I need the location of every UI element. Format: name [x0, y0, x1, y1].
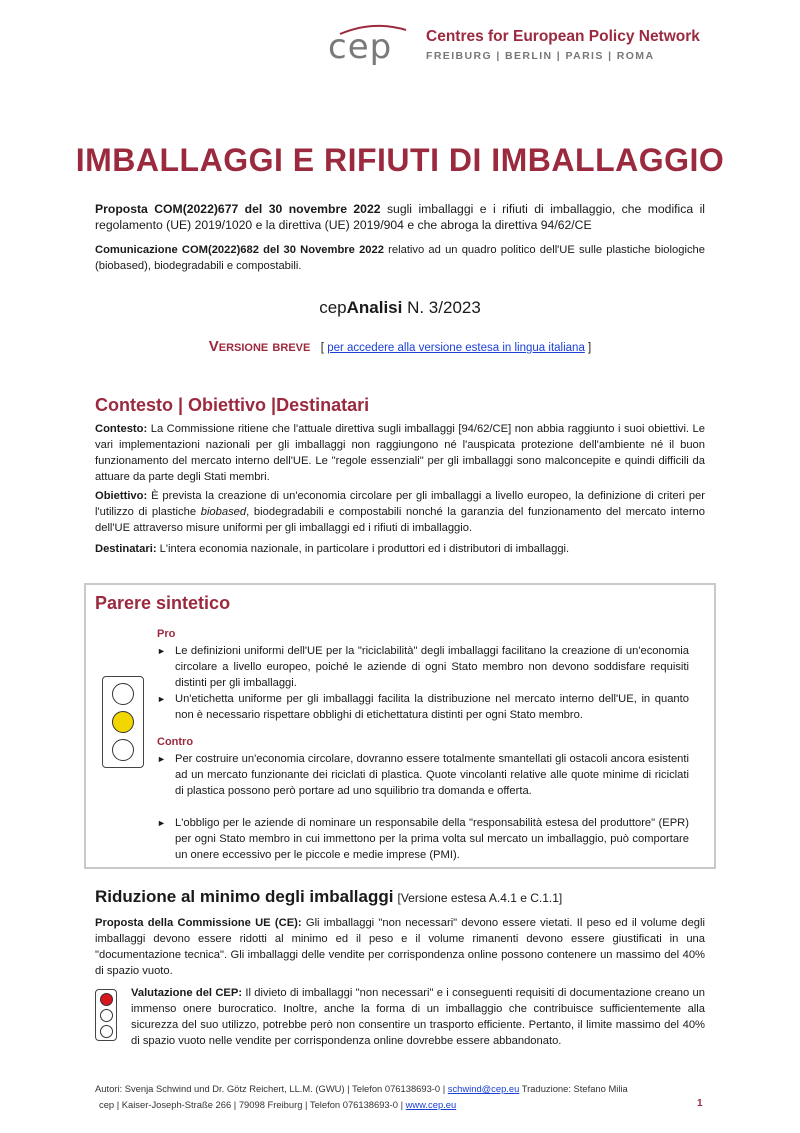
contesto-paragraph [95, 421, 705, 485]
proposal-1-bold: Proposta COM(2022)677 del 30 novembre 2022 [95, 202, 381, 216]
traffic-light-top [112, 683, 134, 705]
footer-address [99, 1097, 705, 1113]
proposal-1-text: sugli imballaggi e i rifiuti di imballaggio, che modifica il regolamento (UE) 2019/1020 e la direttiva (UE) 2019/904 e che abroga la direttiva 94/62/CE [95, 202, 705, 232]
obiettivo-label: Obiettivo: [95, 490, 148, 502]
pro-item [157, 691, 689, 723]
bullet-arrow-icon: ► [157, 694, 166, 704]
commission-proposal-text: Gli imballaggi "non necessari" devono essere vietati. Il peso ed il volume degli imballaggi devono essere ridotti al minimo ed il peso e il volume rimanenti devono essere giustificati in una "documentazione tecnica". Gli imballaggi delle vendite per corrispondenza online possono contenere un massimo del 40% di spazio vuoto. [95, 917, 705, 977]
summary-heading: Parere sintetico [95, 593, 231, 613]
small-traffic-light-red [100, 993, 113, 1006]
proposal-com-682 [95, 242, 705, 274]
small-traffic-light-middle [100, 1009, 113, 1022]
contesto-text: La Commissione ritiene che l'attuale direttiva sugli imballaggi [94/62/CE] non abbia raggiunto i suoi obiettivi. Le vari implementazioni nazionali per gli imballaggi non raggiungono né l'auspicata protezione dell'ambiente né il buon funzionamento del mercato interno dell'UE. Le "regole essenziali" per gli imballaggi sono malconcepite e quindi difficili da attuare da parte degli Stati membri. [95, 423, 705, 483]
footer-website-link[interactable]: www.cep.eu [405, 1099, 457, 1110]
bullet-arrow-icon: ► [157, 818, 166, 828]
cep-logo [328, 22, 700, 68]
version-label: Versione breve [208, 338, 311, 355]
extended-version-link[interactable]: per accedere alla versione estesa in lingua italiana [327, 342, 585, 354]
cep-evaluation-paragraph [131, 985, 705, 1049]
logo-text: cep [328, 27, 393, 67]
proposal-com-677 [95, 201, 705, 233]
analysis-prefix: cep [319, 298, 347, 317]
footer [95, 1081, 705, 1113]
contro-item-text: Per costruire un'economia circolare, dovranno essere totalmente smantellati gli ostacoli ancora esistenti ad un mercato funzionante dei riciclati di plastica. Quote vincolanti relative alle quote minime di riciclati di plastica possono però portare ad uno squilibrio tra domanda e offerta. [175, 753, 689, 797]
proposal-2-bold: Comunicazione COM(2022)682 del 30 Novembre 2022 [95, 244, 384, 256]
analysis-rest: N. 3/2023 [402, 298, 481, 317]
small-traffic-light-icon [95, 989, 117, 1041]
traffic-light-middle-yellow [112, 711, 134, 733]
commission-proposal-paragraph [95, 915, 705, 979]
contro-item [157, 815, 689, 863]
bullet-arrow-icon: ► [157, 646, 166, 656]
contro-item [157, 751, 689, 799]
footer-authors-text: Autori: Svenja Schwind und Dr. Götz Reichert, LL.M. (GWU) | Telefon 076138693-0 | [95, 1083, 448, 1094]
pro-item-text: Le definizioni uniformi dell'UE per la "riciclabilità" degli imballaggi facilitano la creazione di un'economia circolare a livello europeo, poiché le aziende di ogni Stato membro non devono soddisfare requisiti distinti per gli imballaggi. [175, 645, 689, 689]
reduction-ref: [Versione estesa A.4.1 e C.1.1] [397, 891, 563, 905]
reduction-heading [95, 887, 562, 907]
obiettivo-text-1: È prevista la creazione di un'economia circolare per gli imballaggi a livello europeo, la definizione di criteri per l'utilizzo di plastiche [95, 490, 705, 518]
pro-item-text: Un'etichetta uniforme per gli imballaggi facilita la distribuzione nel mercato interno dell'UE, in quanto non è necessario rispettare obblighi di etichettatura distinti per ogni Stato membro. [175, 693, 689, 721]
footer-email-link[interactable]: schwind@cep.eu [447, 1083, 520, 1094]
cep-evaluation-text: Il divieto di imballaggi "non necessari" e i conseguenti requisiti di documentazione creano un immenso onere burocratico. Inoltre, anche la forma di un imballaggio che contribuisce sufficientemente alla sicurezza del suo utilizzo, potrebbe però non consentire un trasporto efficiente. Pertanto, il limite massimo del 40% di spazio vuoto nelle vendite per corrispondenza online dovrebbe essere abbandonato. [131, 987, 705, 1047]
page-number: 1 [697, 1098, 703, 1109]
link-bracket-close: ] [588, 342, 592, 354]
summary-box [84, 583, 716, 869]
version-line [0, 338, 800, 356]
destinatari-text: L'intera economia nazionale, in particolare i produttori ed i distributori di imballaggi. [156, 543, 570, 555]
analysis-number [0, 298, 800, 318]
reduction-heading-text: Riduzione al minimo degli imballaggi [95, 887, 394, 906]
contro-item-text: L'obbligo per le aziende di nominare un responsabile della "responsabilità estesa del produttore" (EPR) per ogni Stato membro in cui immettono per la prima volta sul mercato un imballaggio, può comportare un onere eccessivo per le piccole e medie imprese (PMI). [175, 817, 689, 861]
pro-label: Pro [157, 628, 176, 640]
destinatari-paragraph [95, 541, 705, 557]
link-bracket-open: [ [320, 342, 324, 354]
obiettivo-paragraph [95, 488, 705, 536]
org-name: Centres for European Policy Network [426, 28, 700, 45]
footer-authors [95, 1081, 705, 1097]
contesto-label: Contesto: [95, 423, 148, 435]
obiettivo-italic: biobased [200, 506, 247, 518]
bullet-arrow-icon: ► [157, 754, 166, 764]
traffic-light-icon [102, 676, 144, 768]
small-traffic-light-bottom [100, 1025, 113, 1038]
footer-address-text: cep | Kaiser-Joseph-Straße 266 | 79098 Freiburg | Telefon 076138693-0 | [99, 1099, 406, 1110]
org-cities: FREIBURG | BERLIN | PARIS | ROMA [426, 50, 655, 62]
footer-translation: Traduzione: Stefano Milia [519, 1083, 628, 1094]
proposal-2-text: relativo ad un quadro politico dell'UE sulle plastiche biologiche (biobased), biodegradabili e compostabili. [95, 244, 705, 272]
cep-logo-mark [328, 22, 416, 68]
cep-evaluation-label: Valutazione del CEP: [131, 987, 243, 999]
obiettivo-text-2: , biodegradabili e compostabili nonché la garanzia del funzionamento del mercato interno dell'UE attraverso misure uniformi per gli imballaggi ed i rifiuti di imballaggio. [95, 506, 705, 534]
destinatari-label: Destinatari: [95, 543, 157, 555]
document-title: IMBALLAGGI E RIFIUTI DI IMBALLAGGIO [75, 142, 725, 178]
context-heading: Contesto | Obiettivo |Destinatari [95, 395, 370, 415]
contro-label: Contro [157, 736, 194, 748]
pro-item [157, 643, 689, 691]
analysis-bold: Analisi [346, 298, 403, 317]
commission-proposal-label: Proposta della Commissione UE (CE): [95, 917, 302, 929]
traffic-light-bottom [112, 739, 134, 761]
